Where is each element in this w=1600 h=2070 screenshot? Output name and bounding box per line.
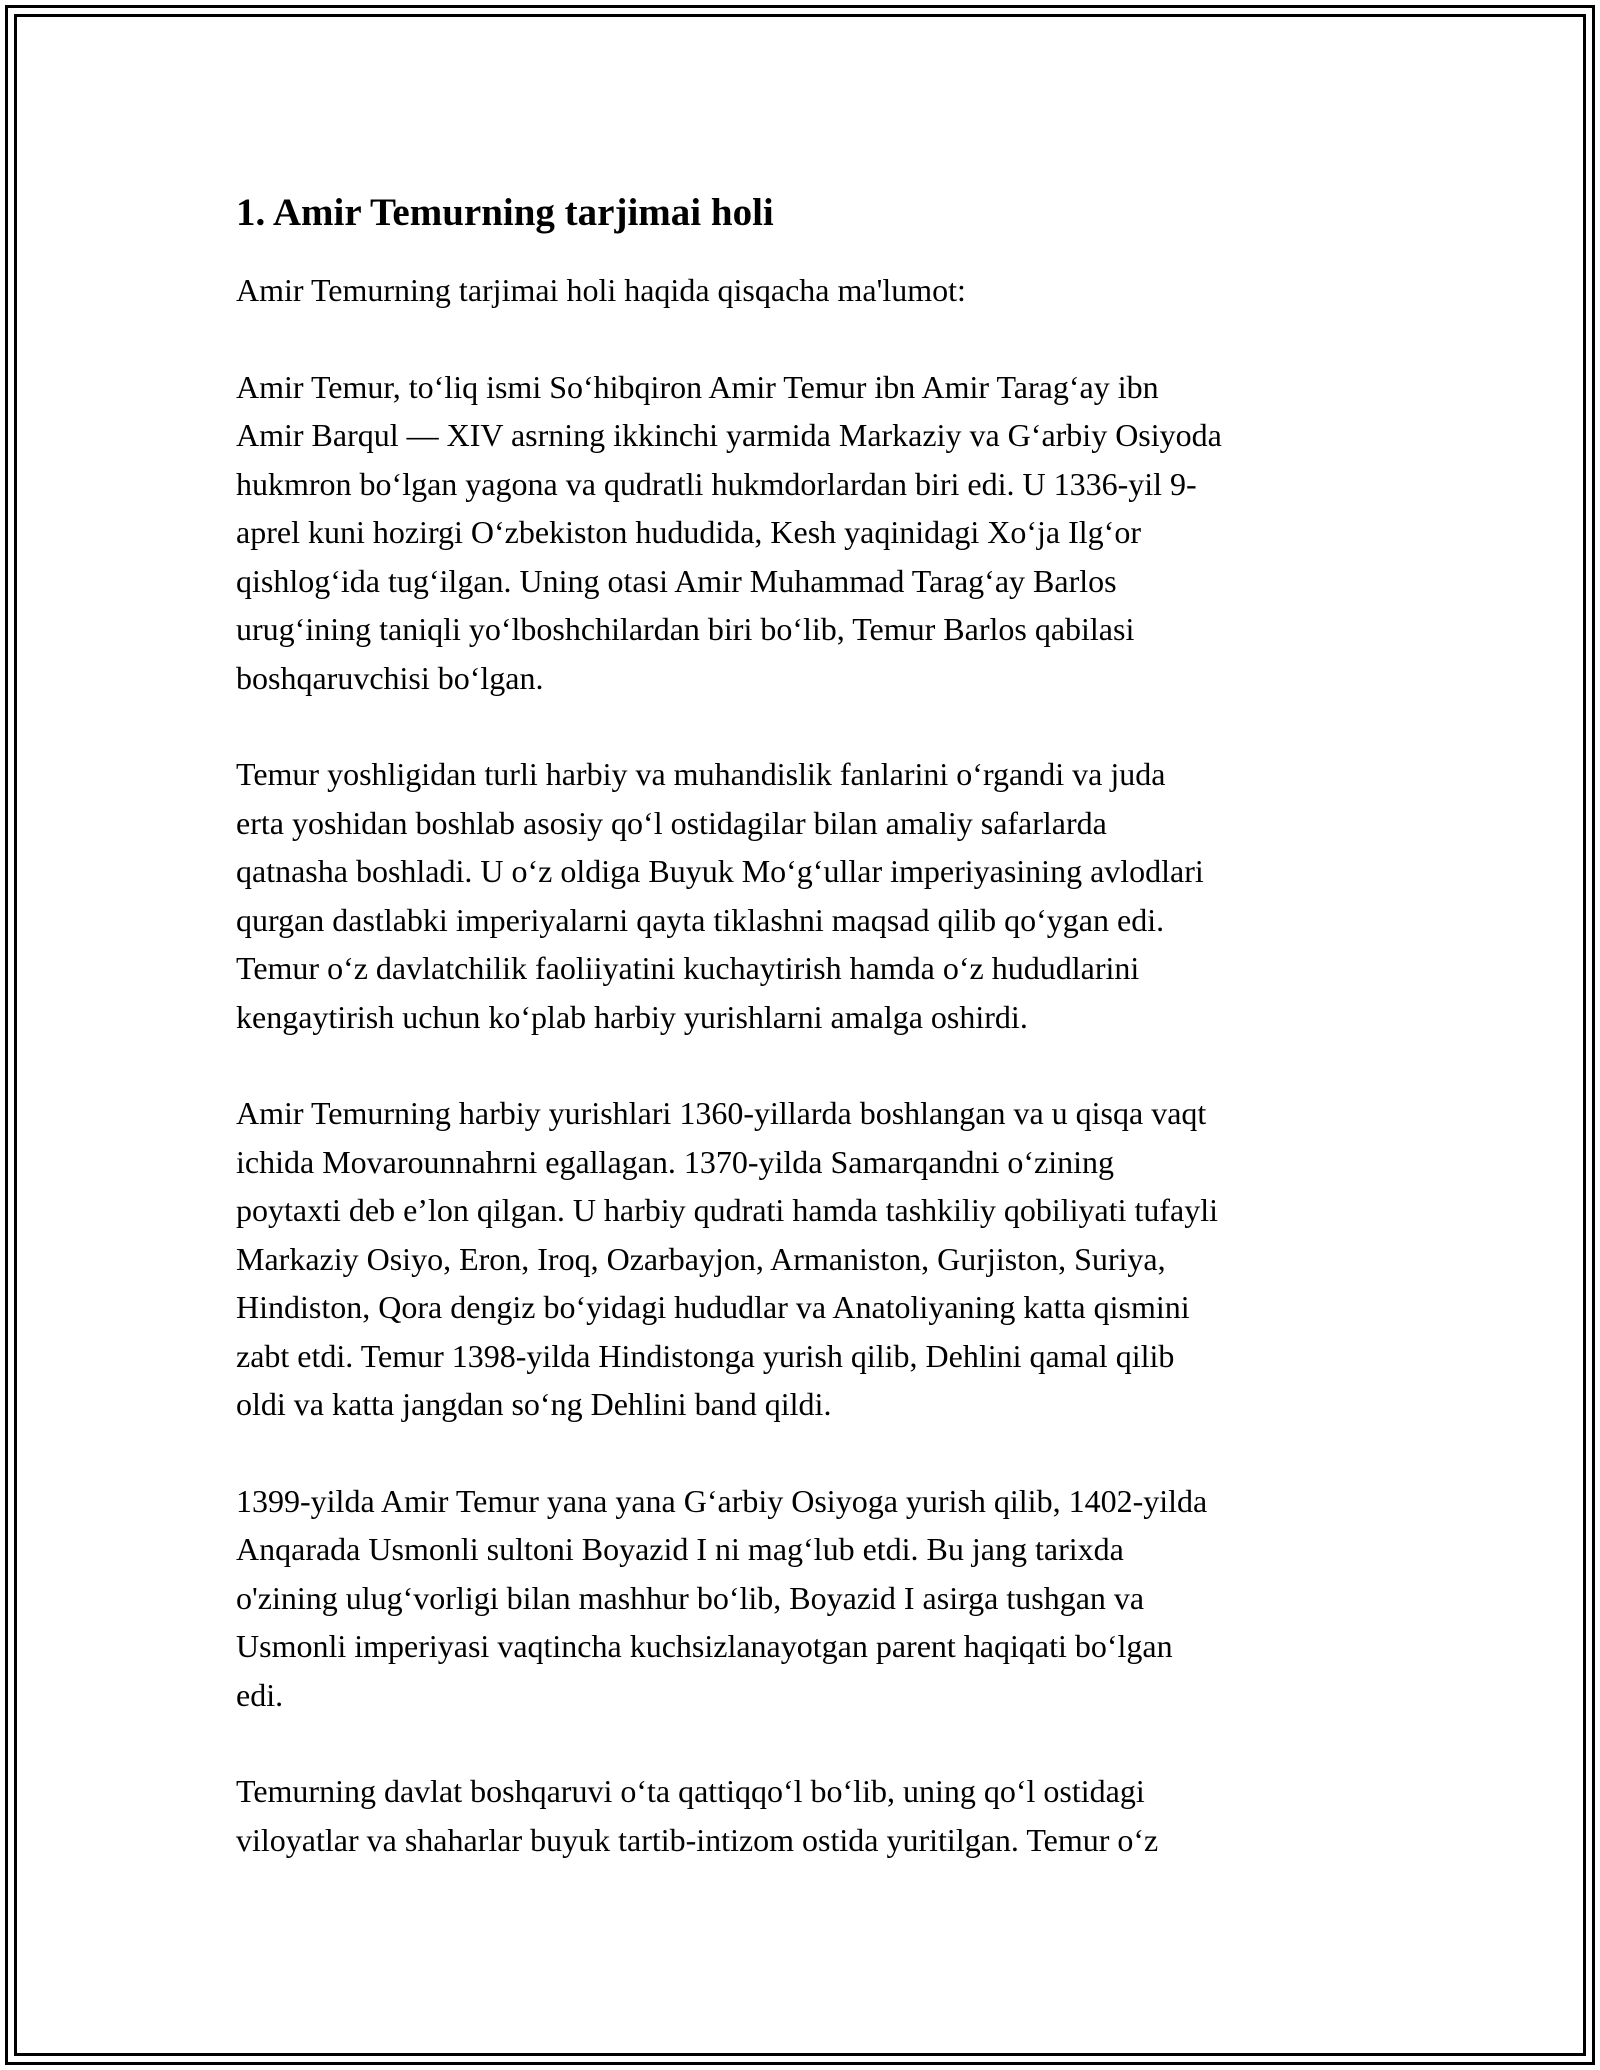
paragraph-list <box>236 266 1376 1864</box>
text-line: Temur yoshligidan turli harbiy va muhandislik fanlarini o‘rgandi va juda <box>236 756 1166 792</box>
text-line: Amir Temurning tarjimai holi haqida qisqacha ma'lumot: <box>236 272 966 308</box>
text-line: Amir Temurning harbiy yurishlari 1360-yillarda boshlangan va u qisqa vaqt <box>236 1095 1207 1131</box>
text-line: qishlog‘ida tug‘ilgan. Uning otasi Amir Muhammad Tarag‘ay Barlos <box>236 562 1117 599</box>
text-line: qatnasha boshladi. U o‘z oldiga Buyuk Mo‘g‘ullar imperiyasining avlodlari <box>236 853 1204 889</box>
text-line: zabt etdi. Temur 1398-yilda Hindistonga yurish qilib, Dehlini qamal qilib <box>236 1337 1175 1374</box>
text-line: aprel kuni hozirgi O‘zbekiston hududida, Kesh yaqinidagi Xo‘ja Ilg‘or <box>236 514 1141 550</box>
text-line: erta yoshidan boshlab asosiy qo‘l ostidagilar bilan amaliy safarlarda <box>236 804 1107 841</box>
paragraph <box>236 1767 1376 1864</box>
text-line: Markaziy Osiyo, Eron, Iroq, Ozarbayjon, Armaniston, Gurjiston, Suriya, <box>236 1240 1166 1277</box>
text-line: qurgan dastlabki imperiyalarni qayta tiklashni maqsad qilib qo‘ygan edi. <box>236 901 1165 938</box>
text-line: edi. <box>236 1676 284 1713</box>
paragraph <box>236 266 1376 315</box>
text-line: viloyatlar va shaharlar buyuk tartib-intizom ostida yuritilgan. Temur o‘z <box>236 1821 1159 1858</box>
paragraph <box>236 1477 1376 1720</box>
text-line: o'zining ulug‘vorligi bilan mashhur bo‘lib, Boyazid I asirga tushgan va <box>236 1579 1145 1616</box>
text-line: Anqarada Usmonli sultoni Boyazid I ni mag‘lub etdi. Bu jang tarixda <box>236 1531 1124 1567</box>
paragraph <box>236 363 1376 703</box>
text-line: oldi va katta jangdan so‘ng Dehlini band qildi. <box>236 1386 832 1422</box>
text-line: Usmonli imperiyasi vaqtincha kuchsizlanayotgan parent haqiqati bo‘lgan <box>236 1628 1173 1664</box>
text-line: poytaxti deb e’lon qilgan. U harbiy qudrati hamda tashkiliy qobiliyati tufayli <box>236 1192 1219 1228</box>
document-body <box>236 186 1376 1912</box>
text-line: urug‘ining taniqli yo‘lboshchilardan biri bo‘lib, Temur Barlos qabilasi <box>236 611 1135 647</box>
text-line: kengaytirish uchun ko‘plab harbiy yurishlarni amalga oshirdi. <box>236 998 1028 1035</box>
text-line: Amir Temur, to‘liq ismi So‘hibqiron Amir Temur ibn Amir Tarag‘ay ibn <box>236 368 1159 405</box>
text-line: ichida Movarounnahrni egallagan. 1370-yilda Samarqandni o‘zining <box>236 1143 1114 1180</box>
text-line: Amir Barqul — XIV asrning ikkinchi yarmida Markaziy va G‘arbiy Osiyoda <box>236 417 1222 453</box>
paragraph <box>236 750 1376 1041</box>
text-line: 1399-yilda Amir Temur yana yana G‘arbiy Osiyoga yurish qilib, 1402-yilda <box>236 1482 1208 1519</box>
document-title: 1. Amir Temurning tarjimai holi <box>236 191 774 234</box>
text-line: hukmron bo‘lgan yagona va qudratli hukmdorlardan biri edi. U 1336-yil 9- <box>236 465 1197 502</box>
paragraph <box>236 1089 1376 1429</box>
text-line: boshqaruvchisi bo‘lgan. <box>236 659 544 696</box>
text-line: Hindiston, Qora dengiz bo‘yidagi hududlar va Anatoliyaning katta qismini <box>236 1289 1190 1325</box>
text-line: Temurning davlat boshqaruvi o‘ta qattiqqo‘l bo‘lib, uning qo‘l ostidagi <box>236 1773 1145 1809</box>
text-line: Temur o‘z davlatchilik faoliiyatini kuchaytirish hamda o‘z hududlarini <box>236 950 1140 986</box>
